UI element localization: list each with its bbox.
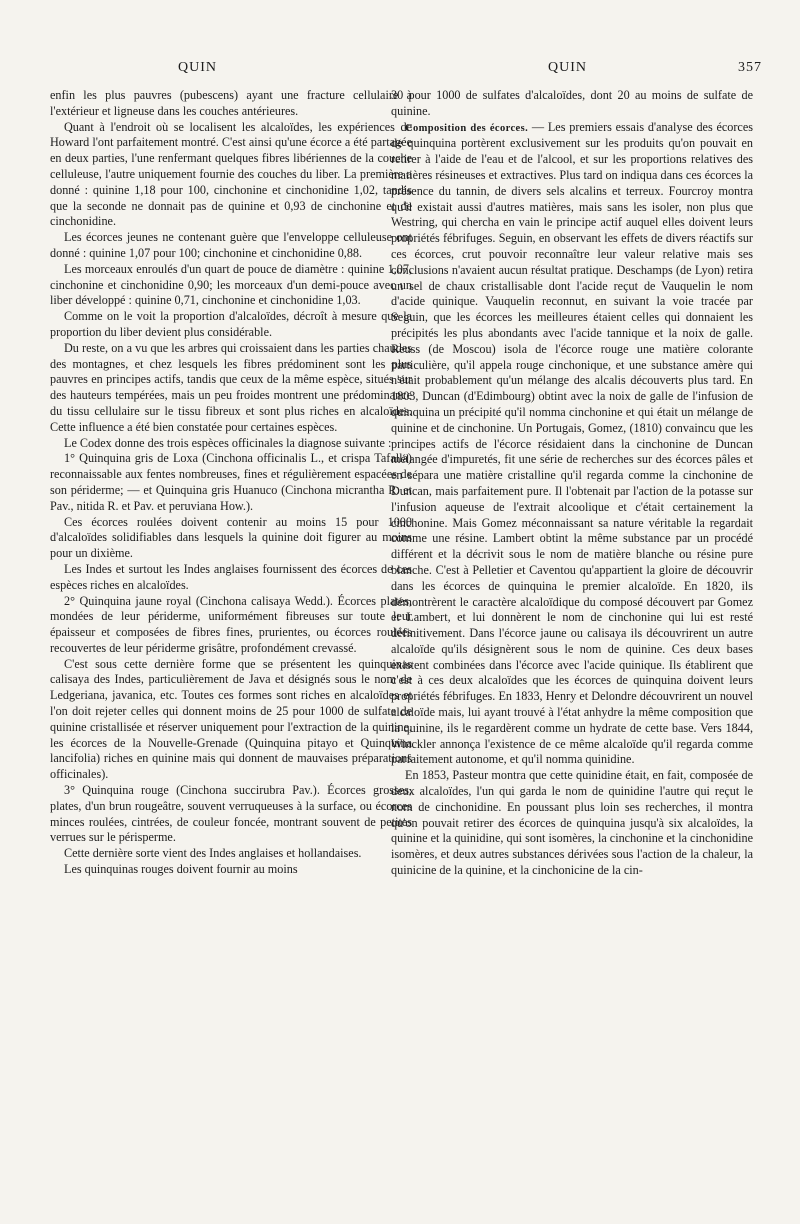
paragraph: Les morceaux enroulés d'un quart de pouce de diamètre : quinine 1,07, cinchonine et cinchonidine 0,90; les morceaux d'un demi-pouce avec un liber développé : quinine 0,71, cinchonine et cinchonidine 1,03. bbox=[50, 261, 412, 308]
paragraph: enfin les plus pauvres (pubescens) ayant une fracture cellulaire à l'extérieur et ligneuse dans les couches antérieures. bbox=[50, 88, 412, 118]
paragraph: 2° Quinquina jaune royal (Cinchona calisaya Wedd.). Écorces plates, mondées de leur périderme, uniformément fibreuses sur toute leur épaisseur et composées de fibres fines, prurientes, ou écorces roulées recouvertes de leur périderme grisâtre, profondément crevassé. bbox=[50, 593, 412, 655]
paragraph: Quant à l'endroit où se localisent les alcaloïdes, les expériences de Howard l'ont parfaitement montré. C'est ainsi qu'une écorce a été partagée en deux parties, l'une renfermant quelques fibres libériennes de la couche celluleuse, l'autre uniquement fournie des couches du liber. La première a donné : quinine 1,18 pour 100, cinchonine et cinchonidine 1,02, tandis que la seconde ne donnait pas de quinine et 0,93 de cinchonine et de cinchonidine. bbox=[50, 119, 412, 229]
paragraph: En 1853, Pasteur montra que cette quinidine était, en fait, composée de deux alcaloïdes, l'un qui garda le nom de quinidine l'autre qui reçut le nom de cinchonidine. En poussant plus loin ses recherches, il montra qu'on pouvait retirer des écorces de quinquina jusqu'à six alcaloïdes, la quinine et la quinidine, qui sont isomères, la cinchonine et la cinchonidine isomères, et deux autres substances dérivées sous l'action de la chaleur, la quinicine de la quinine, et la cinchonicine de la cin- bbox=[391, 768, 753, 878]
section-heading: Composition des écorces. bbox=[405, 122, 529, 134]
paragraph: Les écorces jeunes ne contenant guère que l'enveloppe celluleuse ont donné : quinine 1,07 pour 100; cinchonine et cinchonidine 0,88. bbox=[50, 230, 412, 260]
paragraph: Les quinquinas rouges doivent fournir au moins bbox=[64, 862, 298, 877]
paragraph: Ces écorces roulées doivent contenir au moins 15 pour 1000 d'alcaloïdes solidifiables dans lesquels la quinine doit figurer au moins pour un dixième. bbox=[50, 514, 412, 561]
left-column bbox=[50, 88, 412, 878]
paragraph: C'est sous cette dernière forme que se présentent les quinquinas calisaya des Indes, particulièrement de Java et désignés sous le nom de Ledgeriana, javanica, etc. Toutes ces formes sont riches en alcaloïdes et l'on doit rejeter celles qui donnent moins de 25 pour 1000 de sulfate de quinine cristallisée et réserver uniquement pour l'extraction de la quinine, les écorces de la Nouvelle-Grenade (Quinquina pitayo et Quinquina lancifolia) riches en quinine mais qui donnent de mauvaises préparations officinales). bbox=[50, 656, 412, 782]
running-header bbox=[0, 60, 800, 80]
section-paragraph bbox=[391, 120, 753, 769]
paragraph: Les Indes et surtout les Indes anglaises fournissent des écorces de ces espèces riches en alcaloïdes. bbox=[50, 561, 412, 592]
page-number: 357 bbox=[738, 60, 762, 75]
paragraph: 3° Quinquina rouge (Cinchona succirubra Pav.). Écorces grosses, plates, d'un brun rougeâtre, souvent verruqueuses à la surface, ou écorces minces roulées, cintrées, de couleur foncée, montrant souvent de petites verrues sur le périsperme. bbox=[50, 783, 412, 845]
right-column bbox=[391, 88, 753, 879]
paragraph: Le Codex donne des trois espèces officinales la diagnose suivante : bbox=[64, 435, 392, 450]
right-running-head: QUIN bbox=[548, 60, 587, 75]
paragraph: 30 pour 1000 de sulfates d'alcaloïdes, dont 20 au moins de sulfate de quinine. bbox=[391, 88, 753, 118]
paragraph: Comme on le voit la proportion d'alcaloïdes, décroît à mesure que la proportion du liber devient plus considérable. bbox=[50, 309, 412, 339]
left-running-head: QUIN bbox=[178, 60, 217, 75]
paragraph: 1° Quinquina gris de Loxa (Cinchona officinalis L., et crispa Tafalla) reconnaissable aux fentes nombreuses, fines et régulièrement espacées de son périderme; — et Quinquina gris Huanuco (Cinchona micrantha R. et Pav., nitida R. et Pav. et peruviana How.). bbox=[50, 451, 412, 513]
paragraph: Cette dernière sorte vient des Indes anglaises et hollandaises. bbox=[64, 846, 362, 861]
paragraph: Du reste, on a vu que les arbres qui croissaient dans les parties chaudes des montagnes, et chez lesquels les fibres prédominent sont les plus pauvres en principes actifs, tandis que ceux de la même espèce, situés sur des hauteurs tempérées, mais un peu froides montrent une prédominance du tissu cellulaire sur le tissu fibreux et sont plus riches en alcaloïdes. Cette influence a été bien constatée pour certaines espèces. bbox=[50, 340, 412, 434]
section-text: — Les premiers essais d'analyse des écorces de quinquina portèrent exclusivement sur les produits qu'on pouvait en retirer à l'aide de l'eau et de l'alcool, et sur les proportions relatives des matières résineuses et extractives. Plus tard on indiqua dans ces écorces la présence du tannin, de divers sels alcalins et terreux. Fourcroy montra qu'il existait aussi d'autres matières, mais sans les isoler, non plus que Westring, qui chercha en vain le principe actif auquel elles doivent leurs propriétés fébrifuges. Seguin, en observant les effets de divers réactifs sur ces écorces, crut pouvoir reconnaître leur valeur relative mais ses conclusions n'avaient aucun résultat pratique. Deschamps (de Lyon) retira un sel de chaux cristallisable dont l'acide reçut de Vauquelin le nom d'acide quinique. Vauquelin reconnut, en suivant la voie tracée par Seguin, que les écorces les meilleures étaient celles qui donnaient les précipités les plus abondants avec l'acide tannique et la noix de galle. Reuss (de Moscou) isola de l'écorce rouge une matière colorante particulière, qu'il appela rouge cinchonique, et une substance amère qui n'était probablement qu'un mélange des alcalis découverts plus tard. En 1803, Duncan (d'Edimbourg) obtint avec la noix de galle de l'infusion de quinquina un précipité qu'il nomma cinchonine et qui était un mélange de quinine et de cinchonine. Un Portugais, Gomez, (1810) convaincu que les principes actifs de l'écorce résidaient dans la cinchonine de Duncan mélangée d'impuretés, fit une série de recherches sur des écorces pâles et en sépara une matière cristalline qu'il regarda comme la cinchonine de Duncan, mais parfaitement pure. Il l'obtenait par l'action de la potasse sur l'infusion aqueuse de l'extrait alcoolique et c'était certainement la cinchonine. Mais Gomez méconnaissant sa nature véritable la regardait comme une résine. Lambert obtint la même substance par un procédé différent et la décrivit sous le nom de matière blanche ou résine pure blanche. C'est à Pelletier et Caventou qu'appartient la gloire de découvrir dans les écorces de quinquina le premier alcaloïde. En 1820, ils démontrèrent le caractère alcaloïdique du composé découvert par Gomez et Lambert, et lui donnèrent le nom de cinchonine qui lui est resté définitivement. Dans l'écorce jaune ou calisaya ils découvrirent un autre alcaloïde qu'ils désignèrent sous le nom de quinine. Ces deux bases existent combinées dans l'écorce avec l'acide quinique. Ils établirent que c'est à ces deux alcaloïdes que les écorces de quinquina doivent leurs propriétés fébrifuges. En 1833, Henry et Delondre découvrirent un nouvel alcaloïde mais, lui ayant trouvé à l'état anhydre la même composition que la quinine, ils le regardèrent comme un hydrate de cette base. Vers 1844, Winckler annonça l'existence de ce même alcaloïde qu'il regarda comme parfaitement autonome, et qu'il nomma quinidine. bbox=[391, 119, 753, 767]
